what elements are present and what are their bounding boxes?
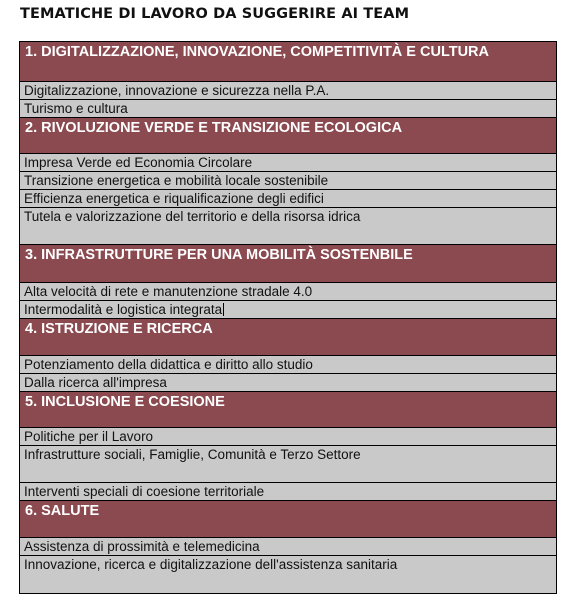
section-header-infrastrutture: 3. INFRASTRUTTURE PER UNA MOBILITÀ SOSTENBILE xyxy=(19,245,557,283)
table-row[interactable]: Interventi speciali di coesione territoriale xyxy=(19,483,557,501)
section-header-salute: 6. SALUTE xyxy=(19,501,557,538)
table-row[interactable]: Infrastrutture sociali, Famiglie, Comunità e Terzo Settore xyxy=(19,446,557,483)
table-row[interactable]: Innovazione, ricerca e digitalizzazione dell'assistenza sanitaria xyxy=(19,556,557,594)
table-row[interactable]: Digitalizzazione, innovazione e sicurezza nella P.A. xyxy=(19,82,557,100)
section-header-inclusione: 5. INCLUSIONE E COESIONE xyxy=(19,392,557,428)
table-row[interactable]: Alta velocità di rete e manutenzione stradale 4.0 xyxy=(19,283,557,301)
table-row[interactable]: Transizione energetica e mobilità locale sostenibile xyxy=(19,172,557,190)
section-header-digitalizzazione: 1. DIGITALIZZAZIONE, INNOVAZIONE, COMPETITIVITÀ E CULTURA xyxy=(19,42,557,82)
section-header-rivoluzione-verde: 2. RIVOLUZIONE VERDE E TRANSIZIONE ECOLOGICA xyxy=(19,118,557,154)
table-row[interactable]: Dalla ricerca all'impresa xyxy=(19,374,557,392)
table-row[interactable]: Impresa Verde ed Economia Circolare xyxy=(19,154,557,172)
table-row[interactable]: Assistenza di prossimità e telemedicina xyxy=(19,538,557,556)
table-row[interactable] xyxy=(19,301,557,319)
table-row-text-editing[interactable]: Intermodalità e logistica integrata xyxy=(24,302,223,317)
themes-table xyxy=(19,41,557,594)
table-row[interactable]: Turismo e cultura xyxy=(19,100,557,118)
page-title: TEMATICHE DI LAVORO DA SUGGERIRE AI TEAM xyxy=(20,6,410,22)
section-header-istruzione: 4. ISTRUZIONE E RICERCA xyxy=(19,319,557,356)
table-row[interactable]: Tutela e valorizzazione del territorio e della risorsa idrica xyxy=(19,208,557,245)
table-row[interactable]: Potenziamento della didattica e diritto allo studio xyxy=(19,356,557,374)
table-row[interactable]: Politiche per il Lavoro xyxy=(19,428,557,446)
table-row[interactable]: Efficienza energetica e riqualificazione degli edifici xyxy=(19,190,557,208)
